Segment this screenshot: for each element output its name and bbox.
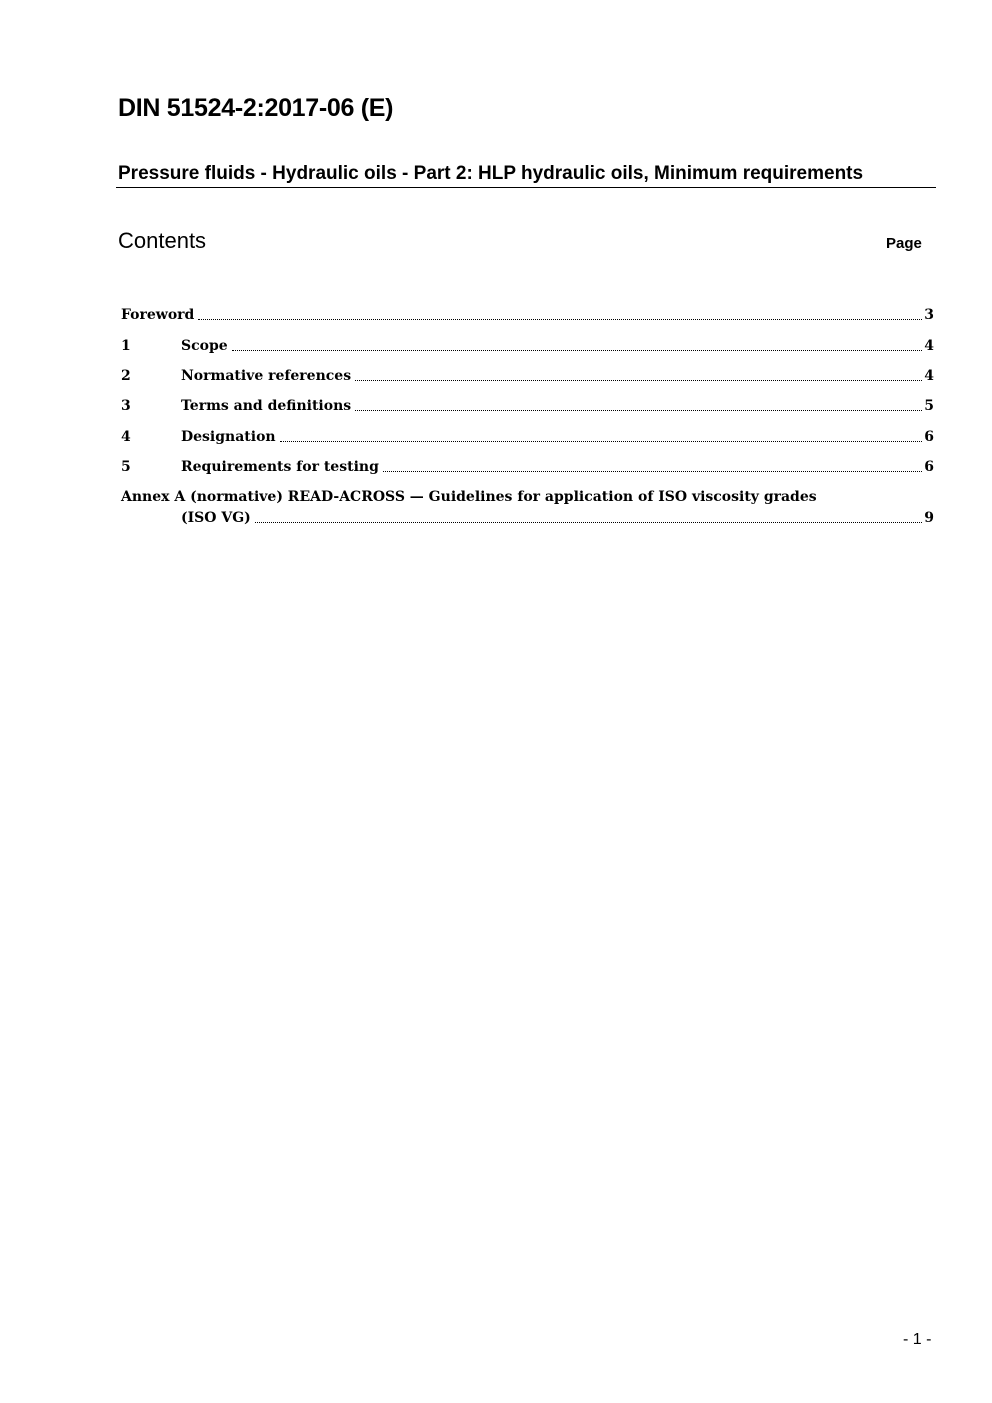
- toc-entry-scope[interactable]: [121, 336, 934, 356]
- toc-entry-page: 9: [924, 510, 934, 526]
- document-title: DIN 51524-2:2017-06 (E): [118, 94, 394, 122]
- toc-entry-page: 5: [924, 398, 934, 414]
- toc-entry-designation[interactable]: [121, 427, 934, 447]
- toc-entry-normative-references[interactable]: [121, 366, 934, 386]
- footer-page-number: - 1 -: [903, 1331, 932, 1348]
- toc-annex-label-line1: Annex A (normative) READ-ACROSS — Guidelines for application of ISO viscosity grades: [121, 489, 817, 505]
- toc-annex-label-line2: (ISO VG): [181, 510, 251, 526]
- toc-entry-page: 4: [924, 338, 934, 354]
- toc-entry-terms-and-definitions[interactable]: [121, 396, 934, 416]
- toc-entry-foreword[interactable]: [121, 305, 934, 325]
- toc-entry-page: 6: [924, 459, 934, 475]
- toc-leader-dots: [198, 318, 922, 320]
- toc-entry-page: 6: [924, 429, 934, 445]
- document-subtitle: Pressure fluids - Hydraulic oils - Part 2: HLP hydraulic oils, Minimum requirements: [116, 163, 936, 188]
- toc-entry-number: 2: [121, 368, 131, 384]
- toc-entry-number: 5: [121, 459, 131, 475]
- toc-entry-page: 3: [924, 307, 934, 323]
- toc-entry-requirements-for-testing[interactable]: [121, 457, 934, 477]
- toc-entry-label: Scope: [181, 338, 228, 354]
- toc-entry-number: 1: [121, 338, 131, 354]
- toc-annex-line2: [181, 508, 934, 528]
- toc-entry-label: Designation: [181, 429, 276, 445]
- toc-entry-page: 4: [924, 368, 934, 384]
- toc-entry-label: Terms and definitions: [181, 398, 352, 414]
- toc-leader-dots: [383, 470, 922, 472]
- toc-leader-dots: [255, 521, 922, 523]
- toc-leader-dots: [355, 409, 922, 411]
- toc-entry-number: 4: [121, 429, 131, 445]
- toc-leader-dots: [232, 349, 923, 351]
- page-column-heading: Page: [886, 235, 922, 252]
- toc-entry-number: 3: [121, 398, 131, 414]
- toc-leader-dots: [280, 440, 923, 442]
- toc-leader-dots: [355, 379, 922, 381]
- toc-entry-label: Requirements for testing: [181, 459, 379, 475]
- contents-heading: Contents: [118, 228, 207, 253]
- toc-entry-label: Normative references: [181, 368, 352, 384]
- toc-entry-label: Foreword: [121, 307, 195, 323]
